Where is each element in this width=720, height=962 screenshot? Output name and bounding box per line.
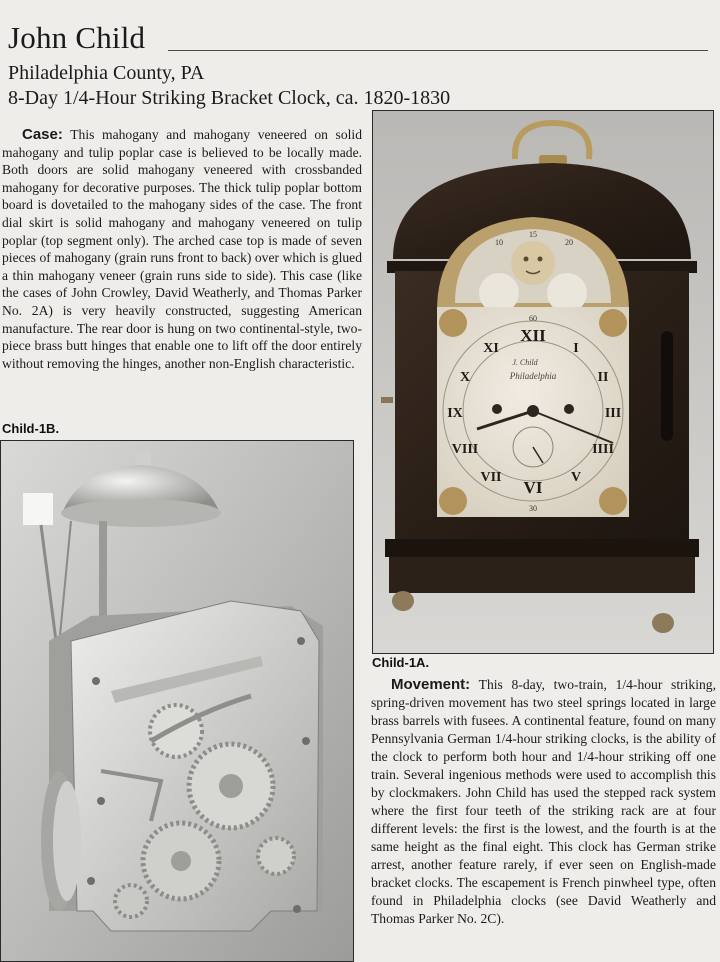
location-subtitle: Philadelphia County, PA: [8, 62, 205, 84]
movement-text: This 8-day, two-train, 1/4-hour striking, spring-driven movement has two steel springs located in large brass barrels with fusees. A continental feature, found on many Pennsylvania German 1/4-hour striking clocks, is the ability of the clock to perform both hour and 1/4-hour striking off one train. Several ingenious methods were used to accomplish this by clockmakers. John Child has used the stepped rack system where the first four teeth of the striking rack are at four different levels: the first is the lowest, and the fourth is at the same height as the final eight. This clock has German strike arrest, another feature rarely, if ever seen on English-made bracket clocks. The escapement is French pinwheel type, often found in Philadelphia clocks (see David Weatherly and Thomas Parker No. 2C).: [371, 677, 716, 926]
numeral-3: III: [604, 406, 622, 421]
numeral-9: IX: [447, 406, 463, 421]
movement-section: [371, 676, 716, 928]
seconds-30-label: 30: [529, 504, 537, 513]
numeral-1: I: [573, 341, 579, 356]
moon-number-10: 10: [495, 238, 503, 247]
movement-illustration: [1, 441, 353, 961]
case-text: This mahogany and mahogany veneered on solid mahogany and tulip poplar case is believed to be locally made. Both doors are solid mahogany veneered with crossbanded mahogany for decorative purposes. The thick tulip poplar bottom board is dovetailed to the mahogany sides of the case. The front dial skirt is solid mahogany and mahogany veneered on tulip poplar (top segment only). The arched case top is made of seven pieces of mahogany (grain runs front to back) over which is glued a thin mahogany veneer (grain runs side to side). This case (like the cases of John Crowley, David Weatherly, and Thomas Parker No. 2A) is very heavily constructed, suggesting American manufacture. The rear door is hung on two continental-style, two-piece brass butt hinges that enable one to lift off the door entirely without removing the hinges, another non-English characteristic.: [2, 127, 362, 371]
numeral-2: II: [597, 370, 609, 385]
title-rule: [168, 50, 708, 51]
page-title: John Child: [8, 20, 146, 55]
numeral-10: X: [459, 370, 471, 385]
movement-photo-caption: Child-1B.: [2, 421, 60, 436]
numeral-11: XI: [483, 341, 499, 356]
numeral-7: VII: [480, 470, 502, 485]
numeral-6: VI: [523, 478, 543, 497]
dial-maker-signature: J. Child: [512, 358, 538, 367]
numeral-12: XII: [520, 326, 546, 345]
movement-heading: Movement:: [391, 676, 471, 693]
numeral-4: IIII: [592, 442, 614, 457]
case-heading: Case:: [22, 126, 63, 143]
clock-subtitle: 8-Day 1/4-Hour Striking Bracket Clock, ca. 1820-1830: [8, 87, 451, 109]
numeral-5: V: [570, 470, 582, 485]
movement-photo: [0, 440, 354, 962]
dial-city-signature: Philadelphia: [509, 371, 557, 381]
seconds-60-label: 60: [529, 314, 537, 323]
case-section: [2, 126, 362, 372]
moon-number-15: 15: [529, 230, 537, 239]
clock-photo-caption: Child-1A.: [372, 655, 430, 670]
numeral-8: VIII: [451, 442, 479, 457]
bracket-clock-illustration: [373, 111, 713, 653]
moon-number-20: 20: [565, 238, 573, 247]
clock-photo: [372, 110, 714, 654]
